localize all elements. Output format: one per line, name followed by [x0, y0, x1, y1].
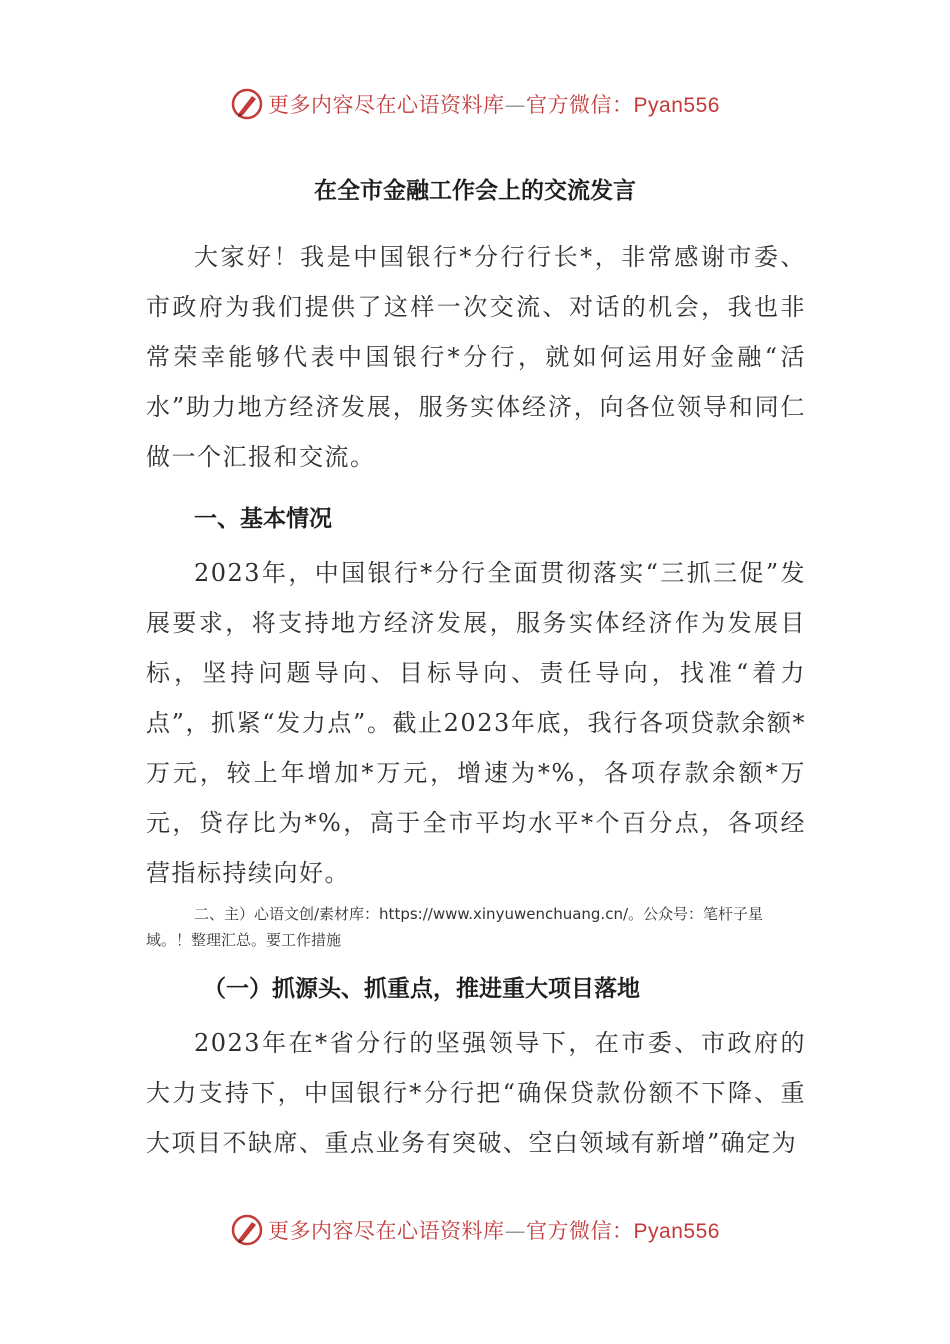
- section-basic-paragraph: 2023年，中国银行*分行全面贯彻落实“三抓三促”发展要求，将支持地方经济发展，服务实体经济作为发展目标，坚持问题导向、目标导向、责任导向，找准“着力点”，抓紧“发力点”。截止2023年底，我行各项贷款余额*万元，较上年增加*万元，增速为*%，各项存款余额*万元，贷存比为*%，高于全市平均水平*个百分点，各项经营指标持续向好。: [146, 559, 806, 887]
- footer-banner: [0, 1208, 950, 1252]
- banner-text: [268, 89, 720, 119]
- section-heading-basic: 一、基本情况: [194, 506, 332, 532]
- banner-site-name: 更多内容尽在心语资料库: [268, 93, 505, 117]
- banner-site-name: 更多内容尽在心语资料库: [268, 1219, 505, 1243]
- banner-wechat-id: Pyan556: [633, 1220, 720, 1243]
- banner-label: 官方微信：: [526, 1219, 634, 1243]
- header-banner: [0, 82, 950, 126]
- intro-paragraph: 大家好！我是中国银行*分行行长*，非常感谢市委、市政府为我们提供了这样一次交流、对话的机会，我也非常荣幸能够代表中国银行*分行，就如何运用好金融“活水”助力地方经济发展，服务实体经济，向各位领导和同仁做一个汇报和交流。: [146, 243, 806, 471]
- subsection-1-paragraph: 2023年在*省分行的坚强领导下，在市委、市政府的大力支持下，中国银行*分行把“确保贷款份额不下降、重大项目不缺席、重点业务有突破、空白领域有新增”确定为: [146, 1029, 806, 1157]
- banner-dash: —: [504, 1219, 527, 1243]
- section-note: 二、主）心语文创/素材库：https://www.xinyuwenchuang.cn/。公众号：笔杆子星域。！整理汇总。要工作措施: [146, 905, 764, 949]
- banner-dash: —: [504, 93, 527, 117]
- banner-wechat-id: Pyan556: [633, 94, 720, 117]
- banner-label: 官方微信：: [526, 93, 634, 117]
- document-title: 在全市金融工作会上的交流发言: [314, 177, 636, 204]
- pen-logo-icon: [230, 1213, 264, 1247]
- pen-logo-icon: [230, 87, 264, 121]
- banner-text: [268, 1215, 720, 1245]
- subsection-heading-1: （一）抓源头、抓重点，推进重大项目落地: [203, 976, 640, 1002]
